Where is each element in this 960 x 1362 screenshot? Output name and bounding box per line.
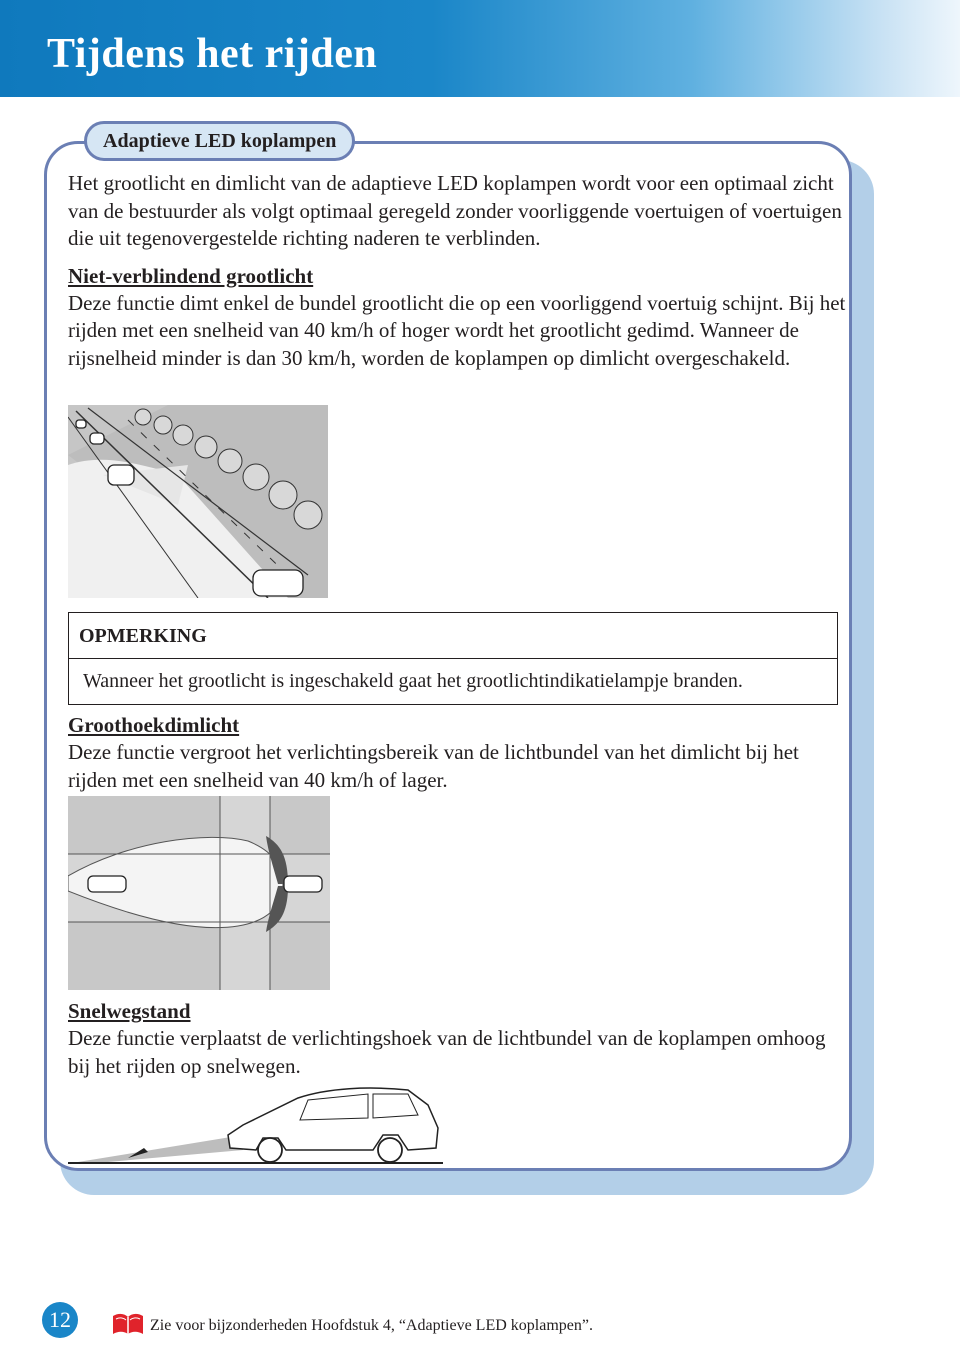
highway-mode-illustration: [68, 1080, 448, 1166]
note-text: Wanneer het grootlicht is ingeschakeld gaat het grootlichtindikatielampje branden.: [83, 670, 743, 692]
intro-paragraph: Het grootlicht en dimlicht van de adaptieve LED koplampen wordt voor een optimaal zicht van de bestuurder als volgt optimaal geregeld zonder voorliggende voertuigen of voertuigen die uit tegenovergestelde richting naderen te verblinden.: [68, 171, 842, 250]
page-header: [0, 0, 960, 97]
footer-reference: Zie voor bijzonderheden Hoofdstuk 4, “Adaptieve LED koplampen”.: [150, 1317, 593, 1334]
section-tab: Adaptieve LED koplampen: [84, 121, 355, 161]
note-box: [68, 612, 838, 705]
feature-title-high-beam: Niet-verblindend grootlicht: [68, 263, 314, 288]
note-heading: OPMERKING: [69, 613, 837, 659]
wide-angle-illustration: [68, 796, 330, 990]
feature-text-wide-angle: Deze functie vergroot het verlichtingsbereik van de lichtbundel van het dimlicht bij het rijden met een snelheid van 40 km/h of lager.: [68, 740, 799, 792]
page-title: Tijdens het rijden: [47, 31, 378, 77]
section-wide-angle: [68, 712, 848, 794]
section-highway: [68, 998, 848, 1080]
feature-title-highway: Snelwegstand: [68, 999, 191, 1023]
feature-text-high-beam: Deze functie dimt enkel de bundel grootlicht die op een voorliggend voertuig schijnt. Bij het rijden met een snelheid van 40 km/h of hoger wordt het grootlicht gedimd. Wanneer de rijsnelheid minder is dan 30 km/h, worden de koplampen op dimlicht overgeschakeld.: [68, 290, 846, 370]
feature-text-highway: Deze functie verplaatst de verlichtingshoek van de lichtbundel van de koplampen omhoog bij het rijden op snelwegen.: [68, 1026, 826, 1078]
high-beam-illustration: [68, 405, 328, 598]
feature-title-wide-angle: Groothoekdimlicht: [68, 713, 240, 737]
panel-content: [68, 170, 848, 372]
page-number: 12: [42, 1302, 78, 1338]
book-icon: [112, 1313, 144, 1335]
